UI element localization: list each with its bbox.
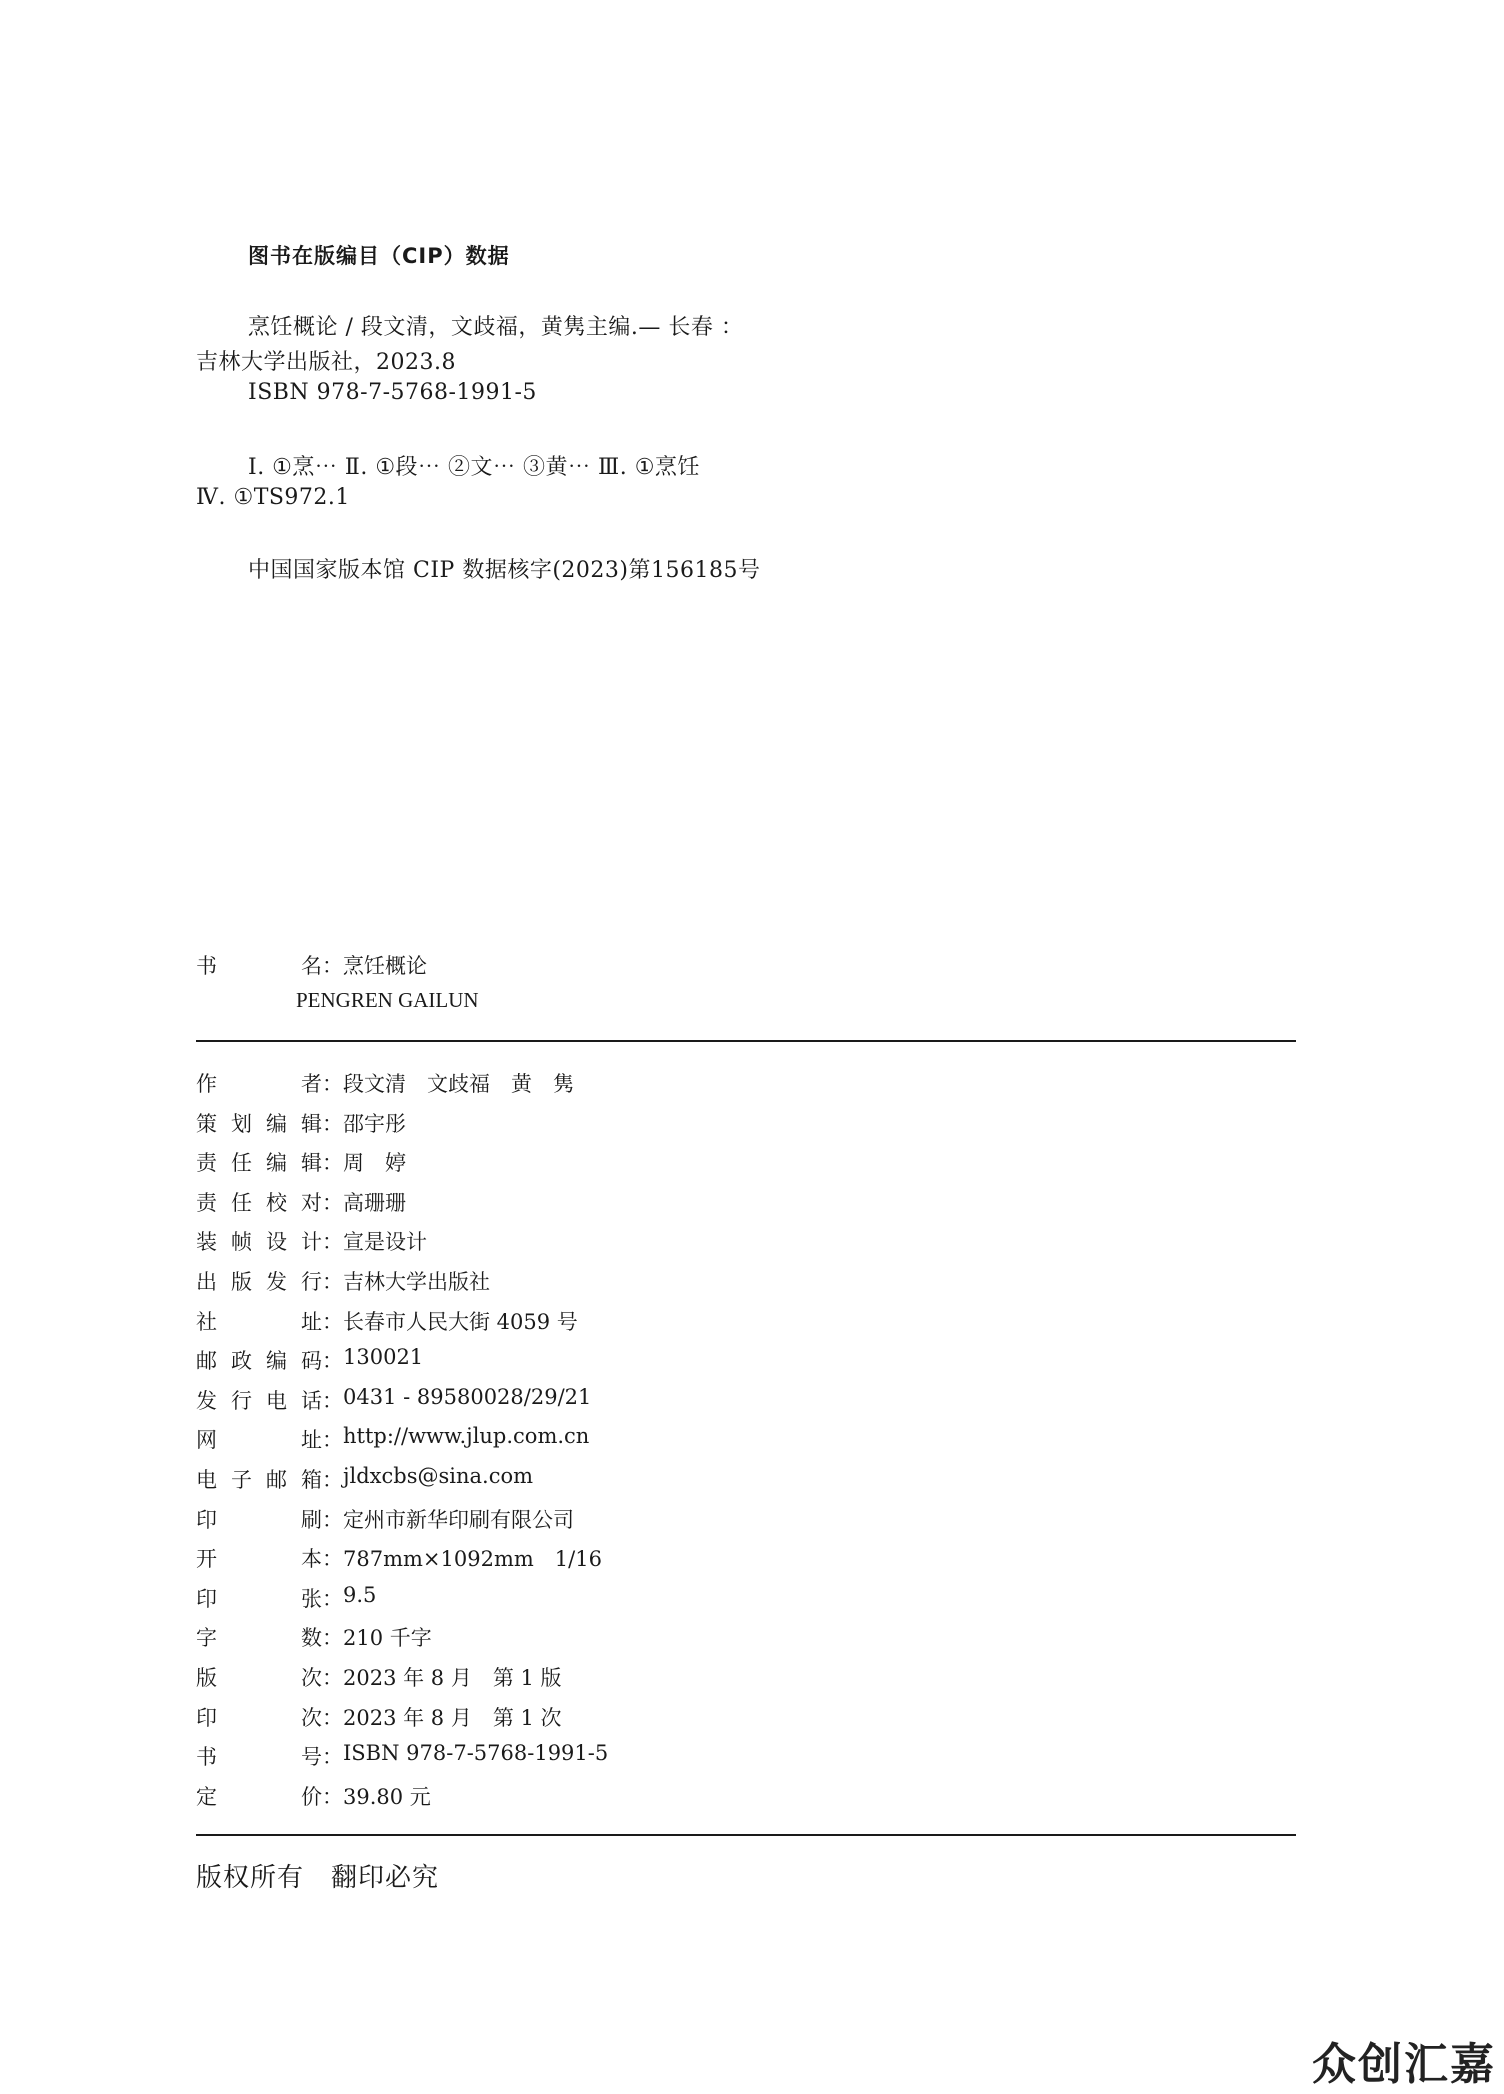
colon: ： (322, 1507, 343, 1532)
detail-value: jldxcbs@sina.com (343, 1464, 534, 1488)
detail-row (196, 1424, 589, 1454)
detail-value: 787mm×1092mm 1/16 (343, 1547, 602, 1572)
detail-row (196, 1504, 574, 1534)
colon: ： (322, 1666, 343, 1690)
detail-value: 段文清 文歧福 黄 隽 (343, 1072, 574, 1096)
detail-row (196, 1108, 406, 1138)
colon: ： (322, 1745, 343, 1770)
detail-label: 定 价 (196, 1784, 322, 1809)
detail-value: 210 千字 (343, 1626, 432, 1651)
colon: ： (322, 1428, 343, 1453)
cip-line-4: Ⅰ. ①烹⋯ Ⅱ. ①段⋯ ②文⋯ ③黄⋯ Ⅲ. ①烹饪 (248, 455, 700, 480)
colon: ： (322, 1072, 343, 1096)
detail-row (196, 1464, 533, 1494)
colon: ： (322, 1190, 343, 1215)
colon: ： (322, 1309, 343, 1334)
colon: ： (322, 1111, 343, 1136)
cip-line-6: 中国国家版本馆 CIP 数据核字(2023)第156185号 (248, 558, 761, 583)
colon: ： (322, 1388, 343, 1413)
detail-row (196, 1702, 562, 1732)
detail-value: 2023 年 8 月 第 1 版 (343, 1666, 562, 1690)
detail-row (196, 1622, 432, 1652)
detail-value: 2023 年 8 月 第 1 次 (343, 1705, 562, 1730)
detail-row (196, 1662, 562, 1692)
detail-label: 作 者 (196, 1072, 322, 1096)
detail-label: 出版发行 (196, 1270, 322, 1294)
detail-label: 社 址 (196, 1309, 322, 1334)
detail-value: 长春市人民大街 4059 号 (343, 1309, 578, 1334)
book-name-row (196, 950, 427, 980)
cip-line-3: ISBN 978-7-5768-1991-5 (248, 380, 537, 405)
detail-row (196, 1266, 490, 1296)
cip-line-5: Ⅳ. ①TS972.1 (196, 485, 350, 510)
detail-label: 印 张 (196, 1586, 322, 1611)
cip-line-2: 吉林大学出版社，2023.8 (196, 350, 456, 375)
colon: ： (322, 1349, 343, 1374)
book-pinyin: PENGREN GAILUN (296, 988, 479, 1012)
detail-label: 责任校对 (196, 1190, 322, 1215)
detail-value: 9.5 (343, 1582, 377, 1607)
detail-label: 版 次 (196, 1666, 322, 1690)
detail-value: http://www.jlup.com.cn (343, 1424, 590, 1449)
colon: ： (322, 1547, 343, 1572)
detail-value: 0431 - 89580028/29/21 (343, 1384, 592, 1409)
detail-row (196, 1543, 602, 1573)
colon: ： (322, 1270, 343, 1294)
colon: ： (322, 1784, 343, 1809)
detail-row (196, 1385, 591, 1415)
colon: ： (322, 1230, 343, 1255)
detail-label: 字 数 (196, 1626, 322, 1651)
detail-value: 吉林大学出版社 (343, 1270, 490, 1294)
detail-label: 邮政编码 (196, 1349, 322, 1374)
detail-row (196, 1583, 376, 1613)
cip-title: 图书在版编目（CIP）数据 (248, 244, 510, 268)
detail-row (196, 1226, 427, 1256)
detail-label: 装帧设计 (196, 1230, 322, 1255)
detail-value: 130021 (343, 1345, 424, 1370)
detail-row (196, 1781, 431, 1811)
colon: ： (322, 954, 343, 978)
watermark-logo: 众创汇嘉 (1312, 2039, 1496, 2090)
detail-value: 高珊珊 (343, 1190, 406, 1215)
colon: ： (322, 1151, 343, 1176)
detail-label: 网 址 (196, 1428, 322, 1453)
detail-value: 宣是设计 (343, 1230, 427, 1255)
book-name-value: 烹饪概论 (343, 954, 427, 978)
detail-label: 电子邮箱 (196, 1468, 322, 1492)
detail-label: 印 刷 (196, 1507, 322, 1532)
detail-label: 责任编辑 (196, 1151, 322, 1176)
detail-label: 策划编辑 (196, 1111, 322, 1136)
book-name-label: 书 名 (196, 954, 322, 978)
colon: ： (322, 1705, 343, 1730)
detail-value: ISBN 978-7-5768-1991-5 (343, 1741, 609, 1766)
copyright-notice: 版权所有 翻印必究 (196, 1863, 440, 1893)
detail-value: 39.80 元 (343, 1784, 431, 1809)
detail-row (196, 1345, 423, 1375)
detail-value: 邵宇彤 (343, 1111, 406, 1136)
colon: ： (322, 1586, 343, 1611)
detail-value: 定州市新华印刷有限公司 (343, 1507, 574, 1532)
detail-row (196, 1306, 578, 1336)
colon: ： (322, 1626, 343, 1651)
colon: ： (322, 1468, 343, 1492)
detail-label: 发行电话 (196, 1388, 322, 1413)
detail-row (196, 1187, 406, 1217)
detail-row (196, 1068, 574, 1098)
detail-value: 周 婷 (343, 1151, 406, 1176)
detail-row (196, 1147, 406, 1177)
detail-label: 开 本 (196, 1547, 322, 1572)
detail-row (196, 1741, 608, 1771)
divider-top (196, 1040, 1296, 1042)
divider-bottom (196, 1834, 1296, 1836)
detail-label: 书 号 (196, 1745, 322, 1770)
detail-label: 印 次 (196, 1705, 322, 1730)
cip-line-1: 烹饪概论 / 段文清，文歧福，黄隽主编.— 长春 ： (248, 315, 744, 340)
